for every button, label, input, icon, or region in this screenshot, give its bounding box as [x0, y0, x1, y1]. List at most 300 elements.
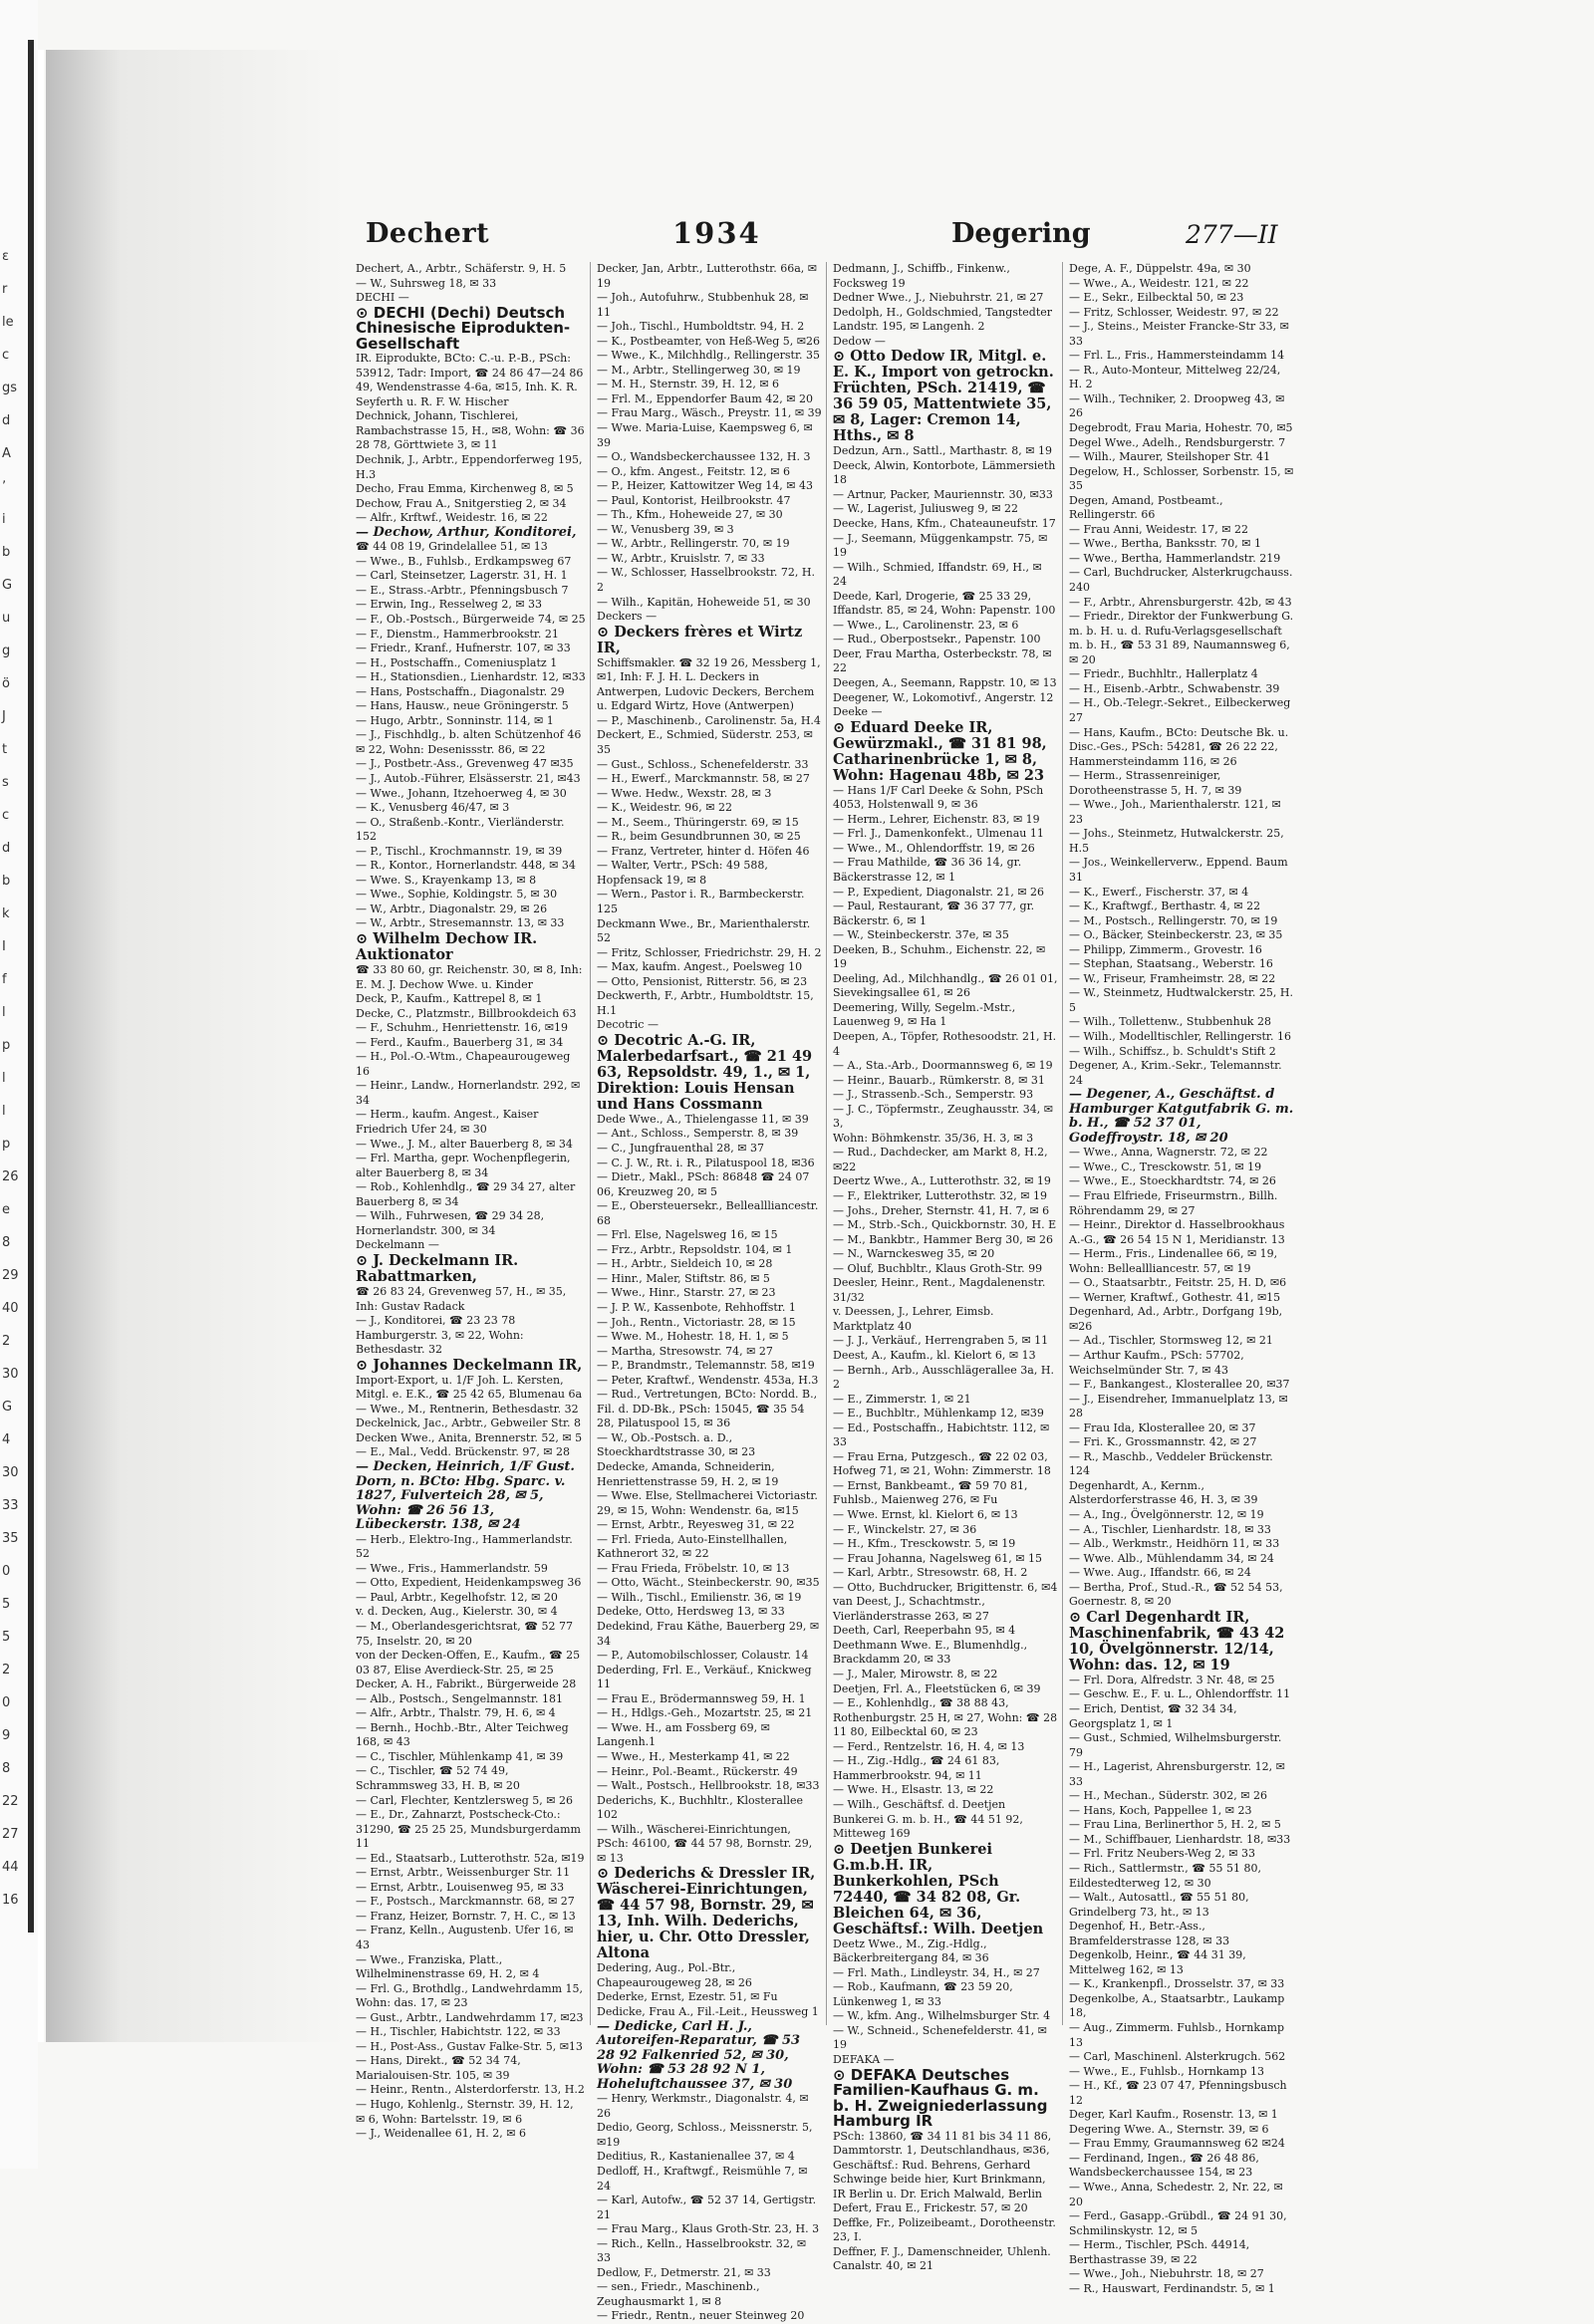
directory-entry: DECHI — [356, 291, 409, 305]
gutter-shadow [46, 50, 345, 2042]
directory-entry: — Alb., Postsch., Sengelmannstr. 181 [356, 1691, 563, 1705]
directory-entry: Degenkolbe, A., Staatsarbtr., Laukamp 18, [1069, 1991, 1285, 2020]
directory-entry: Deckelmann — [356, 1238, 439, 1252]
directory-entry: — W., Schlosser, Hasselbrookstr. 72, H. 2 [597, 566, 816, 595]
margin-fragment: d [2, 413, 11, 428]
directory-entry: — sen., Friedr., Maschinenb., Zeughausmarkt 1, ✉ 8 [597, 2280, 760, 2308]
directory-entry: — Wilh., Tollettenw., Stubbenhuk 28 [1069, 1015, 1271, 1029]
directory-entry: — K., Krankenpfl., Drosselstr. 37, ✉ 33 [1069, 1977, 1285, 1991]
directory-entry: — R., Kontor., Hornerlandstr. 448, ✉ 34 [356, 859, 576, 873]
directory-entry: — Hans, Koch, Pappellee 1, ✉ 23 [1069, 1803, 1252, 1817]
directory-entry: — Wwe., B., Fuhlsb., Erdkampsweg 67 [356, 554, 572, 568]
directory-entry: Deger, Karl Kaufm., Rosenstr. 13, ✉ 1 [1069, 2108, 1278, 2122]
directory-entry: Decke, C., Platzmstr., Billbrookdeich 63 [356, 1006, 577, 1020]
directory-entry: — Hans, Direkt., ☎ 52 34 74, Marialouisen-Str. 105, ✉ 39 [356, 2054, 521, 2082]
directory-entry: — W., Arbtr., Kruislstr. 7, ✉ 33 [597, 551, 765, 565]
directory-entry: — J., Weidenallee 61, H. 2, ✉ 6 [356, 2127, 527, 2141]
margin-fragment: s [2, 775, 9, 790]
directory-entry: — Wwe., H., Mesterkamp 41, ✉ 22 [597, 1749, 790, 1763]
directory-entry: Deckmann Wwe., Br., Marienthalerstr. 52 [597, 916, 811, 945]
directory-entry: — H., Hdlgs.-Geh., Mozartstr. 25, ✉ 21 [597, 1706, 813, 1720]
directory-entry: Defert, Frau E., Frickestr. 57, ✉ 20 [833, 2201, 1028, 2215]
directory-entry: Degener, A., Krim.-Sekr., Telemannstr. 24 [1069, 1059, 1282, 1087]
directory-entry: — Max, kaufm. Angest., Poelsweg 10 [597, 960, 803, 974]
directory-entry: — Walter, Vertr., PSch: 49 588, Hopfensack 19, ✉ 8 [597, 859, 768, 887]
directory-entry: — Hans 1/F Carl Deeke & Sohn, PSch 4053, Holstenwall 9, ✉ 36 [833, 783, 1044, 812]
margin-fragment: 2 [2, 1663, 11, 1678]
directory-entry: — Wwe., K., Milchhdlg., Rellingerstr. 35 [597, 349, 820, 363]
directory-entry: — Wwe., Bertha, Hammerlandstr. 219 [1069, 551, 1281, 565]
directory-entry: — M., Postsch., Rellingerstr. 70, ✉ 19 [1069, 913, 1278, 927]
directory-entry: — Bernh., Hochb.-Btr., Alter Teichweg 168, ✉ 43 [356, 1720, 569, 1749]
directory-entry: — J., Fischhdlg., b. alten Schützenhof 46 [356, 728, 582, 742]
directory-entry: — Wilh., Schmied, Iffandstr. 69, H., ✉ 24 [833, 560, 1042, 589]
directory-entry: Deckelnick, Jac., Arbtr., Gebweiler Str. 8 [356, 1417, 581, 1430]
directory-entry: — Frau Anni, Weidestr. 17, ✉ 22 [1069, 522, 1248, 536]
margin-fragment: 8 [2, 1235, 11, 1250]
directory-entry: — E., Strass.-Arbtr., Pfenningsbusch 7 [356, 583, 569, 597]
directory-entry: — W., Venusberg 39, ✉ 3 [597, 522, 734, 536]
directory-entry: — M., Schiffbauer, Lienhardstr. 18, ✉33 [1069, 1832, 1291, 1846]
directory-entry: — Frau Frieda, Fröbelstr. 10, ✉ 13 [597, 1561, 790, 1575]
left-page-margin-text [2, 249, 32, 1942]
margin-fragment: b [2, 874, 11, 889]
directory-entry: Dedekind, Frau Käthe, Bauerberg 29, ✉34 [597, 1620, 820, 1648]
directory-entry: — Dedicke, Carl H. J., Autoreifen-Reparatur, ☎ 53 28 92 Falkenried 52, ✉ 30, Wohn: ☎ 53 28 92 N 1, Hoheluftchaussee 37, ✉ 30 [597, 2018, 801, 2092]
column-2 [590, 262, 826, 2323]
directory-entry: Dechert, A., Arbtr., Schäferstr. 9, H. 5 [356, 262, 567, 275]
directory-entry: Deegener, W., Lokomotivf., Angerstr. 12 [833, 690, 1054, 704]
directory-entry: ☎ 44 08 19, Grindelallee 51, ✉ 13 [356, 540, 548, 554]
directory-entry: Deecke, Hans, Kfm., Chateauneufstr. 17 [833, 517, 1056, 531]
directory-entry: — Gust., Arbtr., Landwehrdamm 17, ✉23 [356, 2010, 584, 2024]
directory-entry: — W., Ob.-Postsch. a. D., Stoeckhardtstrasse 30, ✉ 23 [597, 1430, 756, 1459]
directory-entry: Deepen, A., Töpfer, Rothesoodstr. 21, H. 4 [833, 1029, 1057, 1058]
directory-entry: — H., Ewerf., Marckmannstr. 58, ✉ 27 [597, 772, 810, 786]
directory-entry: — Wwe. Maria-Luise, Kaempsweg 6, ✉39 [597, 421, 813, 449]
directory-entry: — Wwe., Joh., Niebuhrstr. 18, ✉ 27 [1069, 2267, 1264, 2281]
directory-entry: — H., Eisenb.-Arbtr., Schwabenstr. 39 [1069, 681, 1280, 695]
margin-fragment: l [2, 1071, 6, 1086]
directory-entry: Deck, P., Kaufm., Kattrepel 8, ✉ 1 [356, 992, 543, 1006]
directory-entry: — E., Obersteuersekr., Belleallliancestr. 68 [597, 1199, 819, 1227]
directory-entry: — C. J. W., Rt. i. R., Pilatuspool 18, ✉36 [597, 1156, 815, 1169]
directory-entry: Deeke — [833, 705, 883, 719]
directory-entry: — J., Konditorei, ☎ 23 23 78 Hamburgerstr. 3, ✉ 22, Wohn: Bethesdastr. 32 [356, 1314, 524, 1357]
directory-entry: — Wwe., Anna, Wagnerstr. 72, ✉ 22 [1069, 1146, 1268, 1160]
directory-entry: Deetz Wwe., M., Zig.-Hdlg., Bäckerbreitergang 84, ✉ 36 [833, 1937, 989, 1965]
directory-entry: Dedio, Georg, Schloss., Meissnerstr. 5, ✉19 [597, 2121, 813, 2149]
directory-entry: — Wwe. H., Elsastr. 13, ✉ 22 [833, 1783, 994, 1797]
directory-entry: — Herm., Fris., Lindenallee 66, ✉ 19, Wohn: Belleallliancestr. 57, ✉ 19 [1069, 1247, 1278, 1275]
directory-entry: — C., Tischler, ☎ 52 74 49, Schrammsweg 33, H. B, ✉ 20 [356, 1764, 520, 1792]
directory-entry: — Hans, Hausw., neue Gröningerstr. 5 [356, 699, 569, 713]
directory-entry: — M., Bankbtr., Hammer Berg 30, ✉ 26 [833, 1232, 1054, 1246]
directory-entry: — Joh., Rentn., Victoriastr. 28, ✉ 15 [597, 1315, 796, 1329]
directory-entry: — Karl, Autofw., ☎ 52 37 14, Gertigstr. 21 [597, 2194, 817, 2221]
directory-entry: — Wilh., Kapitän, Hoheweide 51, ✉ 30 [597, 595, 811, 609]
directory-entry: — Rud., Dachdecker, am Markt 8, H.2, ✉22 [833, 1146, 1048, 1173]
directory-entry: — Franz, Vertreter, hinter d. Höfen 46 [597, 844, 810, 858]
directory-entry: v. Deessen, J., Lehrer, Eimsb. Marktplatz 40 [833, 1305, 994, 1333]
directory-entry: PSch: 13860, ☎ 34 11 81 bis 34 11 86, Dammtorstr. 1, Deutschlandhaus, ✉36, Geschäftsf.: Rud. Behrens, Gerhard Schwinge beide hier, Kurt Brinkmann, IR Berlin u. Dr. Erich Malwald, Berlin [833, 2129, 1052, 2200]
directory-entry: — H., Arbtr., Sieldeich 10, ✉ 28 [597, 1257, 773, 1271]
margin-fragment: 0 [2, 1564, 11, 1579]
directory-entry: — E., Kohlenhdlg., ☎ 38 88 43, Rothenburgstr. 25 H, ✉ 27, Wohn: ☎ 28 11 80, Eilbecktal 60, ✉ 23 [833, 1696, 1058, 1739]
directory-entry: — Frl. L., Fris., Hammersteindamm 14 [1069, 349, 1285, 363]
directory-entry: — Gust., Schloss., Schenefelderstr. 33 [597, 757, 809, 771]
directory-entry: — P., Automobilschlosser, Colaustr. 14 [597, 1649, 809, 1663]
directory-entry: — Wwe. Ernst, kl. Kielort 6, ✉ 13 [833, 1508, 1018, 1522]
directory-entry: Dedner Wwe., J., Niebuhrstr. 21, ✉ 27 [833, 291, 1044, 305]
directory-entry: ☎ 26 83 24, Grevenweg 57, H., ✉ 35, Inh: Gustav Radack [356, 1284, 567, 1313]
directory-entry: ✉ 22, Wohn: Desenissstr. 86, ✉ 22 [356, 742, 546, 756]
directory-entry: — Fritz, Schlosser, Weidestr. 97, ✉ 22 [1069, 305, 1279, 319]
directory-entry: — Wwe., Franziska, Platt., Wilhelminenstrasse 69, H. 2, ✉ 4 [356, 1952, 540, 1981]
directory-entry: Wohn: Böhmkenstr. 35/36, H. 3, ✉ 3 [833, 1131, 1034, 1145]
directory-entry: Deeken, B., Schuhm., Eichenstr. 22, ✉ 19 [833, 942, 1046, 971]
directory-entry: — Wwe., Hinr., Starstr. 27, ✉ 23 [597, 1286, 776, 1300]
directory-entry: Dedeke, Otto, Herdsweg 13, ✉ 33 [597, 1605, 785, 1619]
directory-entry: — Alfr., Arbtr., Thalstr. 79, H. 6, ✉ 4 [356, 1706, 556, 1720]
directory-entry: — Frau Johanna, Nagelsweg 61, ✉ 15 [833, 1551, 1042, 1565]
margin-fragment: 5 [2, 1630, 11, 1645]
directory-entry: — Fri. K., Grossmannstr. 42, ✉ 27 [1069, 1435, 1257, 1449]
directory-entry: — Rud., Oberpostsekr., Papenstr. 100 [833, 633, 1041, 646]
directory-entry: — J. P. W., Kassenbote, Rehhoffstr. 1 [597, 1301, 796, 1314]
margin-fragment: 26 [2, 1169, 19, 1184]
directory-entry: Degenhard, Ad., Arbtr., Dorfgang 19b, ✉26 [1069, 1305, 1283, 1333]
margin-fragment: 16 [2, 1893, 19, 1908]
directory-entry: Dechnick, Johann, Tischlerei, Rambachstrasse 15, H., ✉8, Wohn: ☎ 36 28 78, Görttwiete 3, ✉ 11 [356, 409, 585, 452]
directory-entry: Deethmann Wwe. E., Blumenhdlg., Brackdamm 20, ✉ 33 [833, 1638, 1028, 1667]
directory-entry: — Wilh., Maurer, Steilshoper Str. 41 [1069, 450, 1271, 464]
directory-entry: — W., Friseur, Framheimstr. 28, ✉ 22 [1069, 971, 1276, 985]
directory-entry: — O., Staatsarbtr., Feitstr. 25, H. D, ✉6 [1069, 1276, 1287, 1290]
header-year: 1934 [672, 216, 761, 250]
directory-entry: ⊙ Dederichs & Dressler IR, Wäscherei-Einrichtungen, ☎ 44 57 98, Bornstr. 29, ✉ 13, Inh. Wilh. Dederichs, hier, u. Chr. Otto Dressler, Altona [597, 1865, 816, 1962]
directory-entry: — O., Bäcker, Steinbeckerstr. 23, ✉ 35 [1069, 928, 1283, 942]
directory-entry: — Frl. Dora, Alfredstr. 3 Nr. 48, ✉ 25 [1069, 1673, 1275, 1686]
entry-columns [354, 262, 1300, 2323]
directory-entry: — O., Wandsbeckerchaussee 132, H. 3 [597, 450, 811, 464]
directory-entry: — Friedr., Buchhltr., Hallerplatz 4 [1069, 667, 1258, 681]
directory-entry: — Frz., Arbtr., Repsoldstr. 104, ✉ 1 [597, 1242, 793, 1256]
directory-entry: — Carl, Buchdrucker, Alsterkrugchauss. 240 [1069, 566, 1293, 595]
margin-fragment: 0 [2, 1695, 11, 1710]
directory-entry: — Frl. Fritz Neubers-Weg 2, ✉ 33 [1069, 1847, 1255, 1861]
margin-fragment: 2 [2, 1334, 11, 1349]
directory-entry: — H., Kfm., Tresckowstr. 5, ✉ 19 [833, 1537, 1016, 1551]
directory-entry: — W., Arbtr., Rellingerstr. 70, ✉ 19 [597, 537, 790, 551]
directory-entry: — Erwin, Ing., Resselweg 2, ✉ 33 [356, 598, 543, 612]
directory-entry: Deckert, E., Schmied, Süderstr. 253, ✉ 35 [597, 728, 813, 756]
directory-entry: ⊙ Eduard Deeke IR, Gewürzmakl., ☎ 31 81 98, Catharinenbrücke 1, ✉ 8, Wohn: Hagenau 48b, ✉ 23 [833, 718, 1047, 784]
directory-entry: — Frau Marg., Wäsch., Preystr. 11, ✉ 39 [597, 406, 822, 420]
directory-entry: — Henry, Werkmstr., Diagonalstr. 4, ✉26 [597, 2092, 809, 2120]
directory-entry: — Erich, Dentist, ☎ 32 34 34, Georgsplatz 1, ✉ 1 [1069, 1701, 1237, 1730]
margin-fragment: 30 [2, 1367, 19, 1382]
margin-fragment: G [2, 578, 13, 593]
directory-entry: — J., Maler, Mirowstr. 8, ✉ 22 [833, 1668, 998, 1681]
directory-entry: Deditius, R., Kastanienallee 37, ✉ 4 [597, 2150, 795, 2164]
directory-entry: — Wwe., L., Carolinenstr. 23, ✉ 6 [833, 618, 1019, 632]
margin-fragment: 29 [2, 1268, 19, 1283]
directory-entry: Dege, A. F., Düppelstr. 49a, ✉ 30 [1069, 262, 1251, 275]
directory-entry: Dederding, Frl. E., Verkäuf., Knickweg 11 [597, 1663, 812, 1691]
directory-entry: — Walt., Postsch., Hellbrookstr. 18, ✉33 [597, 1779, 820, 1793]
directory-entry: — Johs., Dreher, Sternstr. 41, H. 7, ✉ 6 [833, 1203, 1050, 1217]
directory-entry: — Oluf, Buchbltr., Klaus Groth-Str. 99 [833, 1261, 1043, 1275]
directory-entry: — Frl. Else, Nagelsweg 16, ✉ 15 [597, 1228, 778, 1242]
directory-entry: — M., Seem., Thüringerstr. 69, ✉ 15 [597, 815, 799, 829]
directory-entry: — Degener, A., Geschäftst. d Hamburger Katgutfabrik G. m. b. H., ☎ 52 37 01, Godeffroystr. 18, ✉ 20 [1069, 1087, 1294, 1146]
directory-entry: — J., Steins., Meister Francke-Str 33, ✉33 [1069, 320, 1289, 348]
directory-entry: — Frau Marg., Klaus Groth-Str. 23, H. 3 [597, 2222, 820, 2236]
directory-entry: ⊙ Johannes Deckelmann IR, [356, 1356, 583, 1374]
directory-entry: — Wwe., Johann, Itzehoerweg 4, ✉ 30 [356, 786, 567, 800]
margin-fragment: 44 [2, 1860, 19, 1875]
directory-entry: — H., Post-Ass., Gustav Falke-Str. 5, ✉13 [356, 2039, 583, 2053]
directory-entry: — F., Dienstm., Hammerbrookstr. 21 [356, 627, 559, 641]
directory-entry: ⊙ DEFAKA Deutsches Familien-Kaufhaus G. m. b. H. Zweigniederlassung Hamburg IR [833, 2065, 1048, 2131]
margin-fragment: 8 [2, 1761, 11, 1776]
directory-entry: — F., Bankangest., Klosterallee 20, ✉37 [1069, 1378, 1290, 1392]
directory-entry: — C., Jungfrauenthal 28, ✉ 37 [597, 1141, 764, 1155]
directory-entry: — Wwe., M., Ohlendorffstr. 19, ✉ 26 [833, 841, 1035, 855]
directory-entry: ☎ 33 80 60, gr. Reichenstr. 30, ✉ 8, Inh: E. M. J. Dechow Wwe. u. Kinder [356, 963, 583, 991]
directory-entry: — J., Autob.-Führer, Elsässerstr. 21, ✉43 [356, 772, 581, 785]
directory-entry: — Stephan, Staatsang., Weberstr. 16 [1069, 957, 1273, 971]
directory-entry: — Martha, Stresowstr. 74, ✉ 27 [597, 1344, 773, 1358]
margin-fragment: k [2, 906, 10, 921]
directory-entry: — Otto, Buchdrucker, Brigittenstr. 6, ✉4 [833, 1580, 1058, 1594]
directory-entry: — Rud., Vertretungen, BCto: Nordd. B., Fil. d. DD-Bk., PSch: 15045, ☎ 35 54 28, Pilatuspool 15, ✉ 36 [597, 1388, 818, 1430]
margin-fragment: d [2, 841, 11, 856]
directory-entry: — Fritz, Schlosser, Friedrichstr. 29, H. 2 [597, 945, 822, 959]
directory-entry: — A., Ing., Övelgönnerstr. 12, ✉ 19 [1069, 1508, 1264, 1522]
directory-entry: — Hans, Kaufm., BCto: Deutsche Bk. u. Disc.-Ges., PSch: 54281, ☎ 26 22 22, Hammersteindamm 116, ✉ 26 [1069, 725, 1289, 768]
directory-entry: — F., Winckelstr. 27, ✉ 36 [833, 1522, 977, 1536]
directory-entry: — H., Zig.-Hdlg., ☎ 24 61 83, Hammerbrookstr. 94, ✉ 11 [833, 1754, 1000, 1782]
margin-fragment: A [2, 446, 11, 461]
directory-entry: — Wwe. Aug., Iffandstr. 66, ✉ 24 [1069, 1566, 1251, 1580]
directory-entry: Dedecke, Amanda, Schneiderin, Henriettenstrasse 59, H. 2, ✉ 19 [597, 1460, 779, 1488]
directory-entry: Deemering, Willy, Segelm.-Mstr., Lauenweg 9, ✉ Ha 1 [833, 1000, 1016, 1029]
directory-entry: — Heinr., Pol.-Beamt., Rückerstr. 49 [597, 1764, 798, 1778]
directory-entry: — H., Pol.-O.-Wtm., Chapeaurougeweg 16 [356, 1050, 571, 1078]
directory-entry: — Ernst, Bankbeamt., ☎ 59 70 81, Fuhlsb., Maienweg 276, ✉ Fu [833, 1478, 1028, 1507]
directory-entry: Deest, A., Kaufm., kl. Kielort 6, ✉ 13 [833, 1349, 1036, 1362]
margin-fragment: i [2, 512, 6, 527]
directory-entry: — Heinr., Bauarb., Rümkerstr. 8, ✉ 31 [833, 1073, 1045, 1087]
directory-entry: — Hinr., Maler, Stiftstr. 86, ✉ 5 [597, 1271, 770, 1285]
directory-entry: — Wwe. S., Krayenkamp 13, ✉ 8 [356, 873, 537, 887]
page-number: 277—II [1186, 220, 1278, 249]
directory-entry: — Walt., Autosattl., ☎ 55 51 80, Grindelberg 73, ht., ✉ 13 [1069, 1891, 1249, 1919]
directory-entry: Degenhof, H., Betr.-Ass., Bramfelderstrasse 128, ✉ 33 [1069, 1920, 1230, 1947]
directory-entry: — M., Strb.-Sch., Quickbornstr. 30, H. E [833, 1218, 1057, 1232]
directory-entry: — Wwe., E., Fuhlsb., Hornkamp 13 [1069, 2064, 1264, 2078]
directory-entry: Deffke, Fr., Polizeibeamt., Dorotheenstr. 23, I. [833, 2215, 1056, 2244]
directory-entry: van Deest, J., Schachtmstr., Vierländerstrasse 263, ✉ 27 [833, 1595, 989, 1623]
directory-entry: — Johs., Steinmetz, Hutwalckerstr. 25, H.5 [1069, 827, 1284, 855]
directory-entry: Decker, Jan, Arbtr., Lutterothstr. 66a, ✉ 19 [597, 262, 817, 290]
directory-entry: — Alfr., Krftwf., Weidestr. 16, ✉ 22 [356, 511, 548, 525]
margin-fragment: 40 [2, 1301, 19, 1316]
directory-entry: Import-Export, u. 1/F Joh. L. Kersten, Mitgl. e. E.K., ☎ 25 42 65, Blumenau 6a [356, 1373, 583, 1402]
directory-entry: — W., Lagerist, Juliusweg 9, ✉ 22 [833, 502, 1019, 516]
directory-entry: — Frau Emmy, Graumannsweg 62 ✉24 [1069, 2137, 1285, 2151]
directory-entry: — W., Arbtr., Stresemannstr. 13, ✉ 33 [356, 916, 565, 930]
directory-entry: — W., kfm. Ang., Wilhelmsburger Str. 4 [833, 2009, 1051, 2023]
directory-entry: — E., Mal., Vedd. Brückenstr. 97, ✉ 28 [356, 1445, 571, 1459]
directory-entry: — E., Dr., Zahnarzt, Postscheck-Cto.: 31290, ☎ 25 25 25, Mundsburgerdamm 11 [356, 1808, 581, 1851]
directory-entry: — Th., Kfm., Hoheweide 27, ✉ 30 [597, 508, 783, 522]
directory-entry: — Otto, Wächt., Steinbeckerstr. 90, ✉35 [597, 1576, 820, 1590]
directory-entry: Deckwerth, F., Arbtr., Humboldtstr. 15, H.1 [597, 989, 814, 1017]
directory-entry: — Wwe., J. M., alter Bauerberg 8, ✉ 34 [356, 1137, 573, 1151]
directory-entry: Deer, Frau Martha, Osterbeckstr. 78, ✉22 [833, 646, 1052, 675]
margin-fragment: l [2, 1104, 6, 1119]
directory-entry: Deede, Karl, Drogerie, ☎ 25 33 29, Iffandstr. 85, ✉ 24, Wohn: Papenstr. 100 [833, 589, 1056, 618]
directory-entry: — Wwe. Else, Stellmacherei Victoriastr. 29, ✉ 15, Wohn: Wendenstr. 6a, ✉15 [597, 1489, 818, 1517]
directory-entry: Dedmann, J., Schiffb., Finkenw., Focksweg 19 [833, 262, 1010, 290]
directory-entry: — J., Strassenb.-Sch., Semperstr. 93 [833, 1088, 1034, 1102]
directory-entry: ⊙ J. Deckelmann IR. Rabattmarken, [356, 1251, 519, 1285]
directory-entry: — Wwe., Anna, Schedestr. 2, Nr. 22, ✉20 [1069, 2181, 1283, 2208]
directory-entry: — Herm., Strassenreiniger, Dorotheenstrasse 5, H. 7, ✉ 39 [1069, 769, 1242, 797]
directory-entry: — Ant., Schloss., Semperstr. 8, ✉ 39 [597, 1127, 799, 1141]
directory-entry: — Frl. G., Brothdlg., Landwehrdamm 15, Wohn: das. 17, ✉ 23 [356, 1981, 584, 2010]
directory-entry: ⊙ Wilhelm Dechow IR. Auktionator [356, 930, 538, 964]
directory-entry: Deeck, Alwin, Kontorbote, Lämmersieth 18 [833, 458, 1056, 487]
directory-entry: — A., Sta.-Arb., Doormannsweg 6, ✉ 19 [833, 1059, 1053, 1073]
directory-entry: — Herm., Lehrer, Eichenstr. 83, ✉ 19 [833, 812, 1040, 826]
margin-fragment: le [2, 315, 14, 330]
directory-entry: Deckers — [597, 610, 658, 624]
directory-entry: — Frl. Frieda, Auto-Einstellhallen, Kathnerort 32, ✉ 22 [597, 1532, 788, 1561]
directory-entry: — Ed., Staatsarb., Lutterothstr. 52a, ✉19 [356, 1851, 585, 1865]
margin-fragment: f [2, 972, 7, 987]
directory-entry: v. d. Decken, Aug., Kielerstr. 30, ✉ 4 [356, 1605, 558, 1619]
directory-entry: — Bernh., Arb., Ausschlägerallee 3a, H. 2 [833, 1363, 1054, 1392]
directory-entry: — F., Ob.-Postsch., Bürgerweide 74, ✉ 25 [356, 612, 586, 626]
directory-entry: Deertz Wwe., A., Lutterothstr. 32, ✉ 19 [833, 1174, 1051, 1188]
margin-fragment: 33 [2, 1498, 19, 1513]
directory-entry: — Herm., kaufm. Angest., Kaiser Friedrich Ufer 24, ✉ 30 [356, 1108, 539, 1137]
directory-entry: Decker, A. H., Fabrikt., Bürgerweide 28 [356, 1678, 577, 1691]
directory-entry: — Herb., Elektro-Ing., Hammerlandstr. 52 [356, 1532, 573, 1561]
directory-entry: ⊙ DECHI (Dechi) Deutsch Chinesische Eiprodukten-Gesellschaft [356, 303, 571, 353]
margin-fragment: l [2, 1005, 6, 1020]
directory-entry: — Aug., Zimmerm. Fuhlsb., Hornkamp 13 [1069, 2020, 1285, 2049]
directory-entry: — Heinr., Landw., Hornerlandstr. 292, ✉34 [356, 1079, 581, 1107]
directory-entry: — Ferd., Kaufm., Bauerberg 31, ✉ 34 [356, 1035, 564, 1049]
directory-entry: Decotric — [597, 1018, 659, 1032]
directory-entry: Dederke, Ernst, Ezestr. 51, ✉ Fu [597, 1990, 778, 2004]
directory-entry: — Wilh., Tischl., Emilienstr. 36, ✉ 19 [597, 1590, 802, 1604]
directory-entry: ⊙ Otto Dedow IR, Mitgl. e. E. K., Import von getrockn. Früchten, PSch. 21419, ☎ 36 59 05, Mattentwiete 35, ✉ 8, Lager: Cremon 14, Hths., ✉ 8 [833, 348, 1054, 445]
directory-entry: Decho, Frau Emma, Kirchenweg 8, ✉ 5 [356, 482, 574, 496]
directory-entry: — Joh., Tischl., Humboldtstr. 94, H. 2 [597, 320, 805, 334]
directory-entry: — Rich., Sattlermstr., ☎ 55 51 80, Eildestedterweg 12, ✉ 30 [1069, 1861, 1261, 1890]
directory-entry: — P., Tischl., Krochmannstr. 19, ✉ 39 [356, 844, 563, 858]
column-1 [354, 262, 590, 2141]
directory-entry: — Ferd., Gasapp.-Grübdl., ☎ 24 91 30, Schmilinskystr. 12, ✉ 5 [1069, 2209, 1287, 2237]
directory-entry: — Bertha, Prof., Stud.-R., ☎ 52 54 53, Goernestr. 8, ✉ 20 [1069, 1580, 1283, 1609]
margin-fragment: gs [2, 381, 18, 395]
margin-fragment: 22 [2, 1794, 19, 1809]
directory-entry: — Frau Ida, Klosterallee 20, ✉ 37 [1069, 1420, 1256, 1434]
directory-entry: — H., Tischler, Habichtstr. 122, ✉ 33 [356, 2025, 561, 2039]
directory-entry: — Wwe., Bertha, Banksstr. 70, ✉ 1 [1069, 537, 1261, 551]
margin-fragment: ö [2, 676, 10, 691]
directory-entry: — F., Elektriker, Lutterothstr. 32, ✉ 19 [833, 1188, 1047, 1202]
directory-entry: — Wwe. Hedw., Wexstr. 28, ✉ 3 [597, 786, 772, 800]
directory-entry: Degenhardt, A., Kernm., Alsterdorferstrasse 46, H. 3, ✉ 39 [1069, 1478, 1258, 1507]
directory-entry: — Dietr., Makl., PSch: 86848 ☎ 24 07 06, Kreuzweg 20, ✉ 5 [597, 1170, 810, 1198]
directory-entry: — Wwe. H., am Fossberg 69, ✉ Langenh.1 [597, 1720, 770, 1749]
directory-entry: — Carl, Steinsetzer, Lagerstr. 31, H. 1 [356, 569, 568, 583]
margin-fragment: r [2, 282, 8, 297]
directory-entry: — Rob., Kaufmann, ☎ 23 59 20, Lünkenweg 1, ✉ 33 [833, 1980, 1013, 2008]
directory-entry: — Wilh., Fuhrwesen, ☎ 29 34 28, Hornerlandstr. 300, ✉ 34 [356, 1209, 545, 1237]
margin-fragment: 4 [2, 1432, 11, 1447]
directory-entry: — E., Sekr., Eilbecktal 50, ✉ 23 [1069, 291, 1244, 305]
directory-entry: — R., Auto-Monteur, Mittelweg 22/24, H. 2 [1069, 363, 1281, 391]
directory-entry: Degebrodt, Frau Maria, Hohestr. 70, ✉5 [1069, 421, 1293, 435]
directory-entry: — Artnur, Packer, Mauriennstr. 30, ✉33 [833, 487, 1053, 501]
directory-entry: — A., Tischler, Lienhardstr. 18, ✉ 33 [1069, 1522, 1271, 1536]
margin-fragment: p [2, 1137, 11, 1152]
directory-entry: — Geschw. E., F. u. L., Ohlendorffstr. 11 [1069, 1687, 1291, 1701]
directory-entry: — O., kfm. Angest., Feitstr. 12, ✉ 6 [597, 464, 790, 478]
margin-fragment: b [2, 545, 11, 560]
directory-entry: — Arthur Kaufm., PSch: 57702, Weichselmünder Str. 7, ✉ 43 [1069, 1349, 1244, 1377]
margin-fragment: 30 [2, 1465, 19, 1480]
directory-entry: — F., Postsch., Marckmannstr. 68, ✉ 27 [356, 1895, 575, 1909]
directory-entry: — J. C., Töpfermstr., Zeughausstr. 34, ✉3, [833, 1102, 1053, 1131]
directory-entry: Dederichs, K., Buchhltr., Klosterallee 102 [597, 1793, 804, 1822]
directory-entry: — Hugo, Kohlenlg., Sternstr. 39, H. 12, ✉ 6, Wohn: Bartelsstr. 19, ✉ 6 [356, 2098, 574, 2126]
directory-entry: — Paul, Restaurant, ☎ 36 37 77, gr. Bäckerstr. 6, ✉ 1 [833, 900, 1035, 927]
margin-fragment: 5 [2, 1597, 11, 1612]
directory-entry: Degel Wwe., Adelh., Rendsburgerstr. 7 [1069, 435, 1286, 449]
directory-entry: — Franz, Heizer, Bornstr. 7, H. C., ✉ 13 [356, 1909, 576, 1923]
directory-entry: — O., Straßenb.-Kontr., Vierländerstr. 152 [356, 815, 565, 844]
directory-entry: — Frl. M., Eppendorfer Baum 42, ✉ 20 [597, 391, 813, 405]
margin-fragment: I [2, 939, 6, 954]
directory-entry: — Wwe. Alb., Mühlendamm 34, ✉ 24 [1069, 1551, 1274, 1565]
margin-fragment: G [2, 1400, 13, 1415]
directory-entry: — E., Zimmerstr. 1, ✉ 21 [833, 1392, 971, 1406]
directory-entry: Dedlow, F., Detmerstr. 21, ✉ 33 [597, 2265, 771, 2279]
directory-entry: IR. Eiprodukte, BCto: C.-u. P.-B., PSch: 53912, Tadr: Import, ☎ 24 86 47—24 86 49, Wendenstrasse 4-6a, ✉15, Inh. K. R. Seyferth u. R. F. W. Hischer [356, 352, 584, 408]
directory-entry: — Wilh., Schiffsz., b. Schuldt's Stift 2 [1069, 1044, 1276, 1058]
directory-entry: — Friedr., Direktor der Funkwerbung G. m. b. H. u. d. Rufu-Verlagsgesellschaft m. b. H., ☎ 53 31 89, Naumannsweg 6, ✉ 20 [1069, 610, 1294, 666]
directory-entry: — Alb., Werkmstr., Heidhörn 11, ✉ 33 [1069, 1537, 1280, 1551]
directory-entry: — Frau Lina, Berlinerthor 5, H. 2, ✉ 5 [1069, 1818, 1281, 1832]
margin-fragment: 35 [2, 1531, 19, 1546]
directory-entry: — Carl, Maschinenl. Alsterkrugch. 562 [1069, 2050, 1286, 2064]
margin-fragment: c [2, 348, 10, 363]
margin-fragment: u [2, 611, 11, 626]
directory-entry: — K., Kraftwgf., Berthastr. 4, ✉ 22 [1069, 900, 1261, 913]
directory-entry: — J., Eisendreher, Immanuelplatz 13, ✉28 [1069, 1392, 1288, 1420]
directory-entry: — F., Schuhm., Henriettenstr. 16, ✉19 [356, 1021, 568, 1035]
directory-entry: DEFAKA — [833, 2052, 895, 2066]
